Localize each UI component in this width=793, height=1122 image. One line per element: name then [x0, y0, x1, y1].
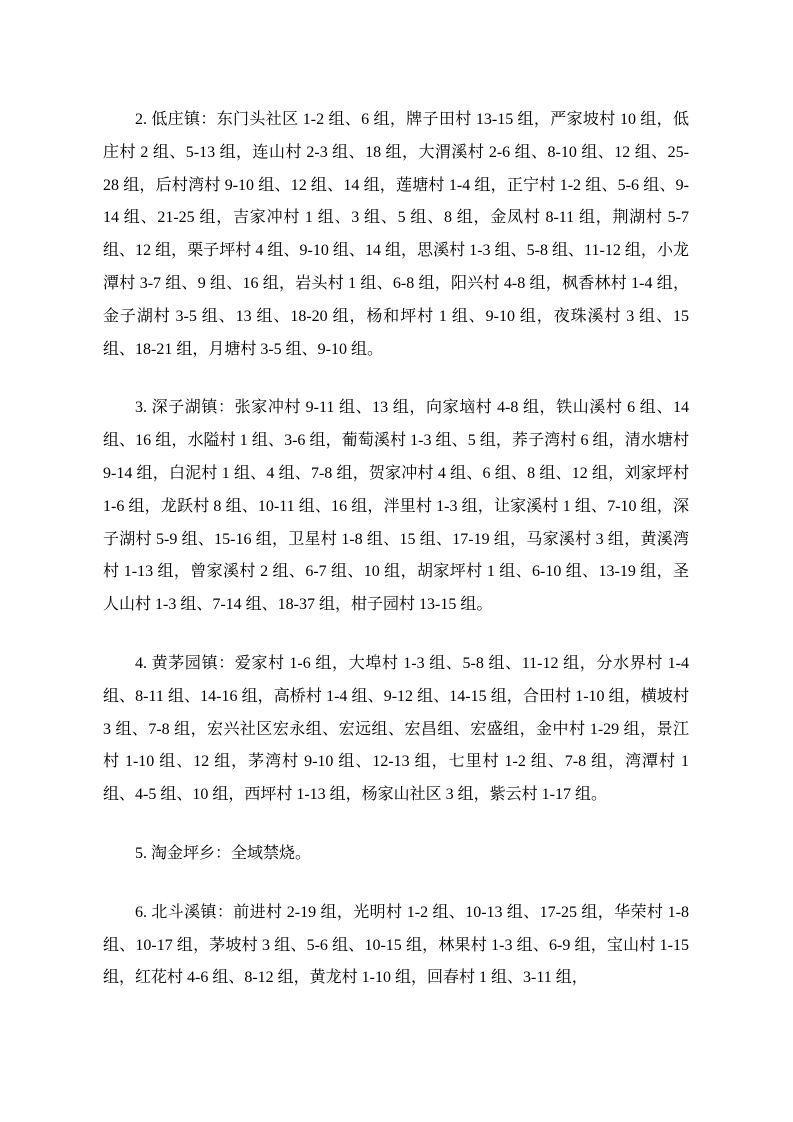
paragraph-6-beidouxi-town: 6. 北斗溪镇：前进村 2-19 组，光明村 1-2 组、10-13 组、17-25 组，华荣村 1-8 组、10-17 组，茅坡村 3 组、5-6 组、10-15 组，林果村 1-3 组、6-9 组，宝山村 1-15 组，红花村 4-6 组、8-12 组，黄龙村 1-10 组，回春村 1 组、3-11 组， — [103, 903, 689, 987]
paragraph-3-shenzihu-town: 3. 深子湖镇：张家冲村 9-11 组、13 组，向家垴村 4-8 组，铁山溪村 6 组、14 组、16 组，水隘村 1 组、3-6 组，葡萄溪村 1-3 组、5 组，荞子湾村 6 组，清水塘村 9-14 组，白泥村 1 组、4 组、7-8 组，贺家冲村 4 组、6 组、8 组、12 组，刘家坪村 1-6 组，龙跃村 8 组、10-11 组、16 组，泮里村 1-3 组，让家溪村 1 组、7-10 组，深子湖村 5-9 组、15-16 组，卫星村 1-8 组、15 组、17-19 组，马家溪村 3 组，黄溪湾村 1-13 组，曾家溪村 2 组、6-7 组、10 组，胡家坪村 1 组、6-10 组、13-19 组，圣人山村 1-3 组、7-14 组、18-37 组，柑子园村 13-15 组。 — [103, 399, 689, 614]
paragraph-2-dizhuang-town: 2. 低庄镇：东门头社区 1-2 组、6 组，牌子田村 13-15 组，严家坡村 10 组，低庄村 2 组、5-13 组，连山村 2-3 组、18 组，大渭溪村 2-6 组、8-10 组、12 组、25-28 组，后村湾村 9-10 组、12 组、14 组，莲塘村 1-4 组，正宁村 1-2 组、5-6 组、9-14 组、21-25 组，吉家冲村 1 组、3 组、5 组、8 组，金凤村 8-11 组，荆湖村 5-7 组、12 组，栗子坪村 4 组、9-10 组、14 组，思溪村 1-3 组、5-8 组、11-12 组，小龙潭村 3-7 组、9 组、16 组，岩头村 1 组、6-8 组，阳兴村 4-8 组，枫香林村 1-4 组，金子湖村 3-5 组、13 组、18-20 组，杨和坪村 1 组、9-10 组，夜珠溪村 3 组、15 组、18-21 组，月塘村 3-5 组、9-10 组。 — [103, 111, 689, 358]
paragraph-5-taojinping-township: 5. 淘金坪乡：全域禁烧。 — [135, 844, 312, 862]
paragraph-4-huangmaoyuan-town: 4. 黄茅园镇：爱家村 1-6 组，大埠村 1-3 组、5-8 组、11-12 组，分水界村 1-4 组、8-11 组、14-16 组，高桥村 1-4 组、9-12 组、14-15 组，合田村 1-10 组，横坡村 3 组、7-8 组，宏兴社区宏永组、宏远组、宏昌组、宏盛组，金中村 1-29 组，景江村 1-10 组、12 组，茅湾村 9-10 组、12-13 组，七里村 1-2 组、7-8 组，湾潭村 1 组、4-5 组、10 组，西坪村 1-13 组，杨家山社区 3 组，紫云村 1-17 组。 — [103, 654, 689, 804]
